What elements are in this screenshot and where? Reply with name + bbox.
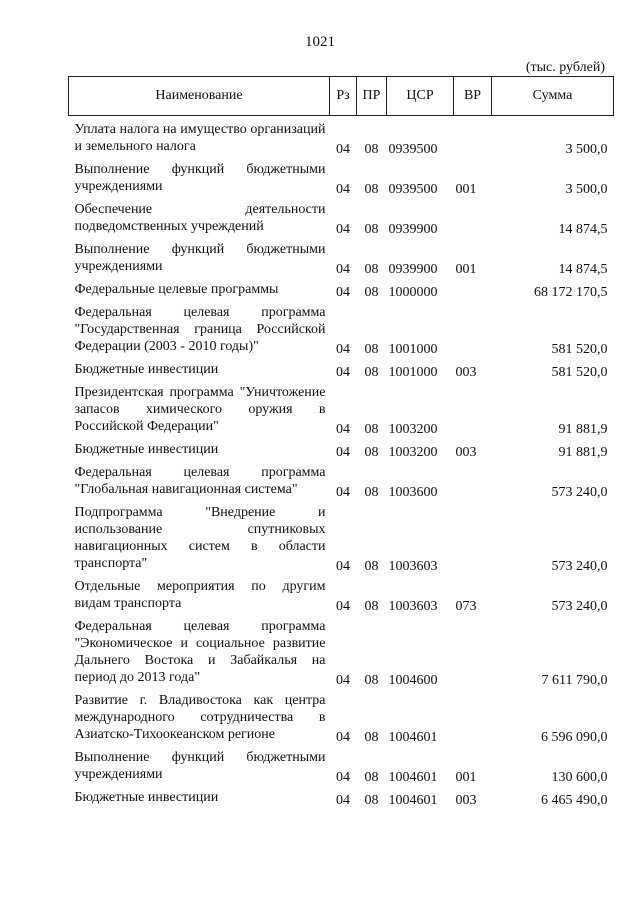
column-header-pr: ПР	[357, 77, 387, 116]
table-row	[69, 575, 614, 615]
row-name: Федеральная целевая программа "Государственная граница Российской Федерации (2003 - 2010 годы)"	[74, 305, 326, 354]
row-rz: 04	[336, 365, 350, 380]
row-rz: 04	[336, 730, 350, 745]
row-csr: 0939500	[388, 182, 438, 197]
row-name: Выполнение функций бюджетными учреждениями	[74, 242, 326, 274]
column-header-rz: Рз	[330, 77, 357, 116]
row-csr: 1004601	[388, 730, 438, 745]
row-sum: 581 520,0	[551, 342, 608, 357]
row-pr: 08	[364, 559, 379, 574]
table-row	[69, 689, 614, 746]
row-name: Развитие г. Владивостока как центра международного сотрудничества в Азиатско-Тихоокеанском регионе	[74, 693, 326, 742]
row-pr: 08	[364, 445, 379, 460]
row-vr	[454, 301, 492, 358]
row-vr: 001	[455, 770, 477, 785]
row-sum: 14 874,5	[558, 262, 608, 277]
table-row	[69, 158, 614, 198]
row-csr: 1003200	[388, 422, 438, 437]
page-number: 1021	[305, 34, 335, 50]
row-csr: 0939900	[388, 222, 438, 237]
row-rz: 04	[336, 673, 350, 688]
row-name: Федеральная целевая программа "Глобальная навигационная система"	[74, 465, 326, 497]
row-rz: 04	[336, 485, 350, 500]
row-sum: 573 240,0	[551, 559, 608, 574]
table-row	[69, 438, 614, 461]
row-sum: 7 611 790,0	[541, 673, 608, 688]
row-vr: 001	[455, 182, 477, 197]
row-csr: 1003600	[388, 485, 438, 500]
row-rz: 04	[336, 422, 350, 437]
table-row	[69, 381, 614, 438]
row-name: Выполнение функций бюджетными учреждениями	[74, 750, 326, 782]
row-pr: 08	[364, 365, 379, 380]
table-row	[69, 501, 614, 575]
column-header-name: Наименование	[69, 77, 330, 116]
row-vr	[454, 689, 492, 746]
row-vr: 003	[455, 445, 477, 460]
row-pr: 08	[364, 673, 379, 688]
row-name: Бюджетные инвестиции	[74, 362, 219, 377]
row-rz: 04	[336, 285, 350, 300]
table-row	[69, 198, 614, 238]
row-csr: 0939500	[388, 142, 438, 157]
table-row	[69, 358, 614, 381]
row-sum: 3 500,0	[565, 142, 608, 157]
row-sum: 573 240,0	[551, 599, 608, 614]
row-rz: 04	[336, 342, 350, 357]
row-name: Федеральная целевая программа "Экономическое и социальное развитие Дальнего Востока и Забайкалья на период до 2013 года"	[74, 619, 326, 685]
row-pr: 08	[364, 262, 379, 277]
row-sum: 91 881,9	[558, 422, 608, 437]
row-pr: 08	[364, 342, 379, 357]
row-sum: 6 465 490,0	[541, 793, 608, 808]
row-pr: 08	[364, 599, 379, 614]
table-row	[69, 786, 614, 809]
row-vr	[454, 278, 492, 301]
row-name: Президентская программа "Уничтожение запасов химического оружия в Российской Федерации"	[74, 385, 326, 434]
row-sum: 3 500,0	[565, 182, 608, 197]
row-csr: 1000000	[388, 285, 438, 300]
row-pr: 08	[364, 770, 379, 785]
row-sum: 573 240,0	[551, 485, 608, 500]
row-rz: 04	[336, 793, 350, 808]
row-pr: 08	[364, 285, 379, 300]
table-header-row	[69, 77, 614, 116]
row-vr	[454, 461, 492, 501]
table-row	[69, 238, 614, 278]
row-name: Подпрограмма "Внедрение и использование спутниковых навигационных систем в области транспорта"	[74, 505, 326, 571]
row-rz: 04	[336, 445, 350, 460]
row-name: Бюджетные инвестиции	[74, 442, 219, 457]
budget-table	[68, 76, 614, 809]
row-name: Выполнение функций бюджетными учреждениями	[74, 162, 326, 194]
row-csr: 1004601	[388, 770, 438, 785]
row-pr: 08	[364, 182, 379, 197]
row-csr: 1003200	[388, 445, 438, 460]
table-row	[69, 615, 614, 689]
row-vr: 001	[455, 262, 477, 277]
row-vr: 073	[455, 599, 477, 614]
row-csr: 0939900	[388, 262, 438, 277]
column-header-vr: ВР	[454, 77, 492, 116]
row-vr	[454, 501, 492, 575]
table-row	[69, 461, 614, 501]
row-pr: 08	[364, 142, 379, 157]
units-label: (тыс. рублей)	[525, 60, 605, 75]
row-vr	[454, 116, 492, 159]
row-vr: 003	[455, 365, 477, 380]
row-rz: 04	[336, 599, 350, 614]
row-sum: 14 874,5	[558, 222, 608, 237]
row-vr: 003	[455, 793, 477, 808]
row-vr	[454, 381, 492, 438]
row-csr: 1004601	[388, 793, 438, 808]
row-csr: 1003603	[388, 599, 438, 614]
row-rz: 04	[336, 559, 350, 574]
row-csr: 1001000	[388, 365, 438, 380]
row-pr: 08	[364, 730, 379, 745]
row-sum: 6 596 090,0	[541, 730, 608, 745]
row-rz: 04	[336, 182, 350, 197]
row-rz: 04	[336, 770, 350, 785]
row-name: Уплата налога на имущество организаций и земельного налога	[74, 122, 326, 154]
row-csr: 1004600	[388, 673, 438, 688]
table-row	[69, 278, 614, 301]
row-name: Отдельные мероприятия по другим видам транспорта	[74, 579, 326, 611]
row-sum: 68 172 170,5	[534, 285, 608, 300]
column-header-sum: Сумма	[492, 77, 614, 116]
row-pr: 08	[364, 793, 379, 808]
row-name: Федеральные целевые программы	[74, 282, 279, 297]
row-csr: 1003603	[388, 559, 438, 574]
table-row	[69, 116, 614, 159]
row-pr: 08	[364, 422, 379, 437]
row-rz: 04	[336, 262, 350, 277]
row-vr	[454, 615, 492, 689]
row-sum: 581 520,0	[551, 365, 608, 380]
table-row	[69, 746, 614, 786]
row-sum: 130 600,0	[551, 770, 608, 785]
row-sum: 91 881,9	[558, 445, 608, 460]
row-pr: 08	[364, 222, 379, 237]
row-csr: 1001000	[388, 342, 438, 357]
row-rz: 04	[336, 222, 350, 237]
table-row	[69, 301, 614, 358]
row-name: Обеспечение деятельности подведомственных учреждений	[74, 202, 326, 234]
row-name: Бюджетные инвестиции	[74, 790, 219, 805]
row-vr	[454, 198, 492, 238]
row-rz: 04	[336, 142, 350, 157]
row-pr: 08	[364, 485, 379, 500]
column-header-csr: ЦСР	[387, 77, 454, 116]
